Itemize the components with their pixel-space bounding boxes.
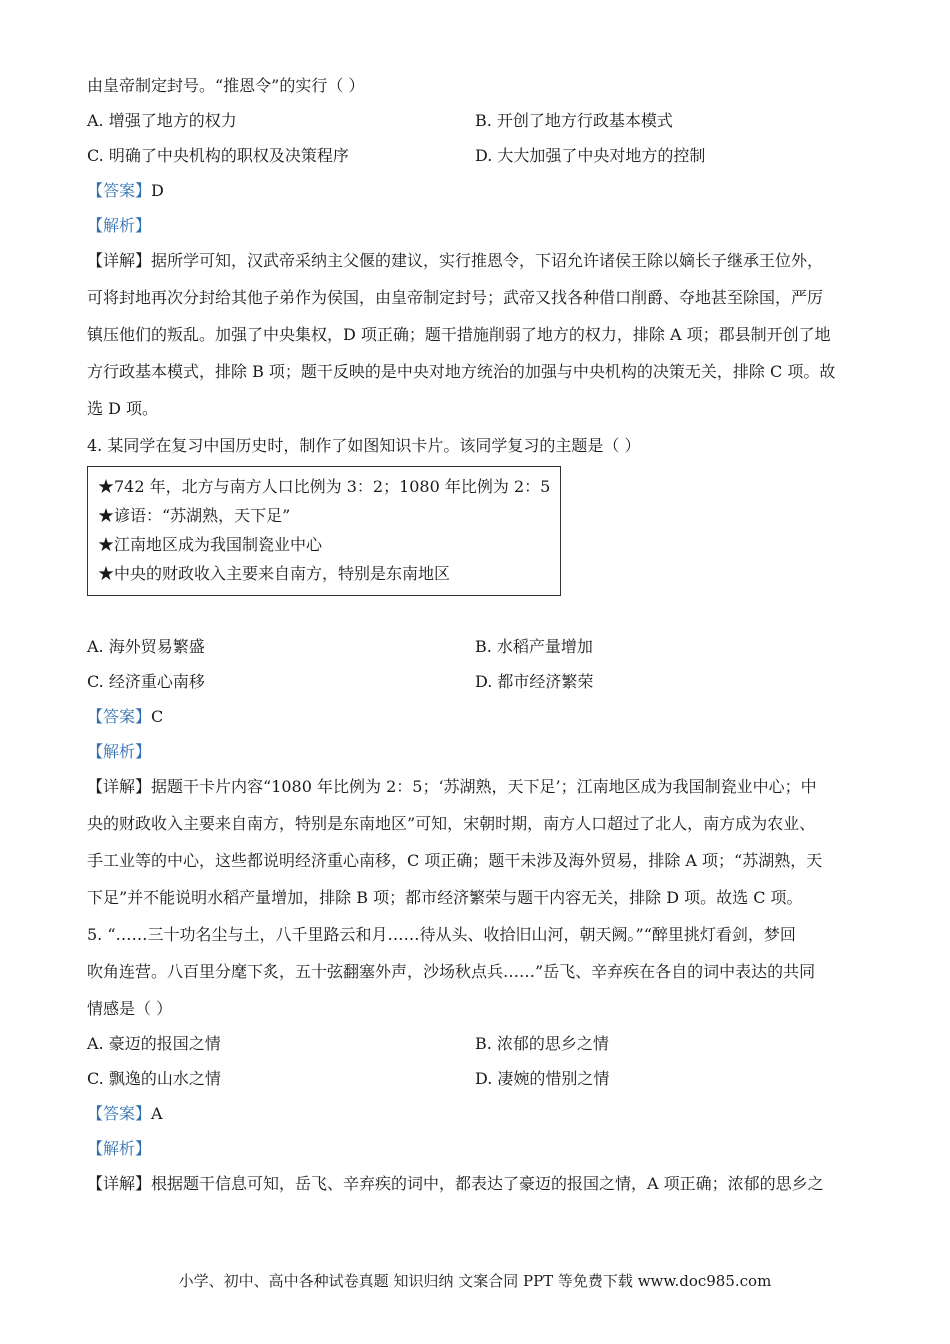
- q5-stem-line-3: 情感是（ ）: [87, 999, 173, 1018]
- q3-detail-line-2: 可将封地再次分封给其他子弟作为侯国，由皇帝制定封号；武帝又找各种借口削爵、夺地甚至除国，严厉: [87, 288, 824, 307]
- q3-detail-line-3: 镇压他们的叛乱。加强了中央集权，D 项正确；题干措施削弱了地方的权力，排除 A 项；郡县制开创了地: [87, 325, 831, 344]
- detail-tag: 【详解】: [87, 251, 152, 270]
- q4-detail-line-2: 央的财政收入主要来自南方，特别是东南地区”可知，宋朝时期，南方人口超过了北人，南方成为农业、: [87, 814, 816, 833]
- detail-tag: 【详解】: [87, 1174, 152, 1193]
- answer-value: C: [151, 707, 164, 726]
- q4-detail-line-1: 【详解】据题干卡片内容“1080 年比例为 2：5；‘苏湖熟，天下足’；江南地区成为我国制瓷业中心；中: [87, 777, 817, 796]
- q4-analysis-tag: 【解析】: [87, 742, 152, 761]
- q4-option-c: C. 经济重心南移: [87, 672, 205, 691]
- q3-option-b: B. 开创了地方行政基本模式: [475, 111, 673, 130]
- detail-tag: 【详解】: [87, 777, 152, 796]
- page-footer: 小学、初中、高中各种试卷真题 知识归纳 文案合同 PPT 等免费下载 www.doc985.com: [178, 1272, 772, 1290]
- card-item: ★中央的财政收入主要来自南方，特别是东南地区: [98, 564, 451, 583]
- answer-tag: 【答案】: [87, 181, 152, 200]
- q3-option-d: D. 大大加强了中央对地方的控制: [475, 146, 706, 165]
- q4-detail-line-3: 手工业等的中心，这些都说明经济重心南移，C 项正确；题干未涉及海外贸易，排除 A 项；“苏湖熟，天: [87, 851, 823, 870]
- q3-option-c: C. 明确了中央机构的职权及决策程序: [87, 146, 349, 165]
- q5-analysis-tag: 【解析】: [87, 1139, 152, 1158]
- q5-option-b: B. 浓郁的思乡之情: [475, 1034, 609, 1053]
- q5-option-d: D. 凄婉的惜别之情: [475, 1069, 610, 1088]
- card-item: ★742 年，北方与南方人口比例为 3：2；1080 年比例为 2：5: [98, 477, 551, 496]
- q3-analysis-tag: 【解析】: [87, 216, 152, 235]
- knowledge-card: [87, 466, 561, 596]
- q5-stem-line-2: 吹角连营。八百里分麾下炙，五十弦翻塞外声，沙场秋点兵……”岳飞、辛弃疾在各自的词中表达的共同: [87, 962, 816, 981]
- q4-answer: [87, 707, 163, 727]
- q3-stem-tail: 由皇帝制定封号。“推恩令”的实行（ ）: [87, 76, 365, 95]
- q4-stem: 4. 某同学在复习中国历史时，制作了如图知识卡片。该同学复习的主题是（ ）: [87, 436, 641, 455]
- q3-detail-line-4: 方行政基本模式，排除 B 项；题干反映的是中央对地方统治的加强与中央机构的决策无关，排除 C 项。故: [87, 362, 836, 381]
- q5-option-c: C. 飘逸的山水之情: [87, 1069, 221, 1088]
- q5-stem-line-1: 5. “……三十功名尘与土，八千里路云和月……待从头、收拾旧山河，朝天阙。”“醉里挑灯看剑，梦回: [87, 925, 796, 944]
- card-item: ★谚语：“苏湖熟，天下足”: [98, 506, 291, 525]
- q4-option-d: D. 都市经济繁荣: [475, 672, 594, 691]
- q3-detail-line-1: 【详解】据所学可知，汉武帝采纳主父偃的建议，实行推恩令，下诏允许诸侯王除以嫡长子继承王位外，: [87, 251, 824, 270]
- q3-option-a: A. 增强了地方的权力: [87, 111, 237, 130]
- q5-detail-line-1: 【详解】根据题干信息可知，岳飞、辛弃疾的词中，都表达了豪迈的报国之情，A 项正确；浓郁的思乡之: [87, 1174, 824, 1193]
- answer-value: A: [151, 1104, 163, 1123]
- q3-answer: [87, 181, 164, 201]
- answer-value: D: [151, 181, 164, 200]
- q4-option-b: B. 水稻产量增加: [475, 637, 593, 656]
- answer-tag: 【答案】: [87, 707, 152, 726]
- answer-tag: 【答案】: [87, 1104, 152, 1123]
- q5-answer: [87, 1104, 163, 1124]
- card-item: ★江南地区成为我国制瓷业中心: [98, 535, 323, 554]
- q3-detail-line-5: 选 D 项。: [87, 399, 159, 418]
- q5-option-a: A. 豪迈的报国之情: [87, 1034, 221, 1053]
- q4-option-a: A. 海外贸易繁盛: [87, 637, 205, 656]
- q4-detail-line-4: 下足”并不能说明水稻产量增加，排除 B 项；都市经济繁荣与题干内容无关，排除 D 项。故选 C 项。: [87, 888, 803, 907]
